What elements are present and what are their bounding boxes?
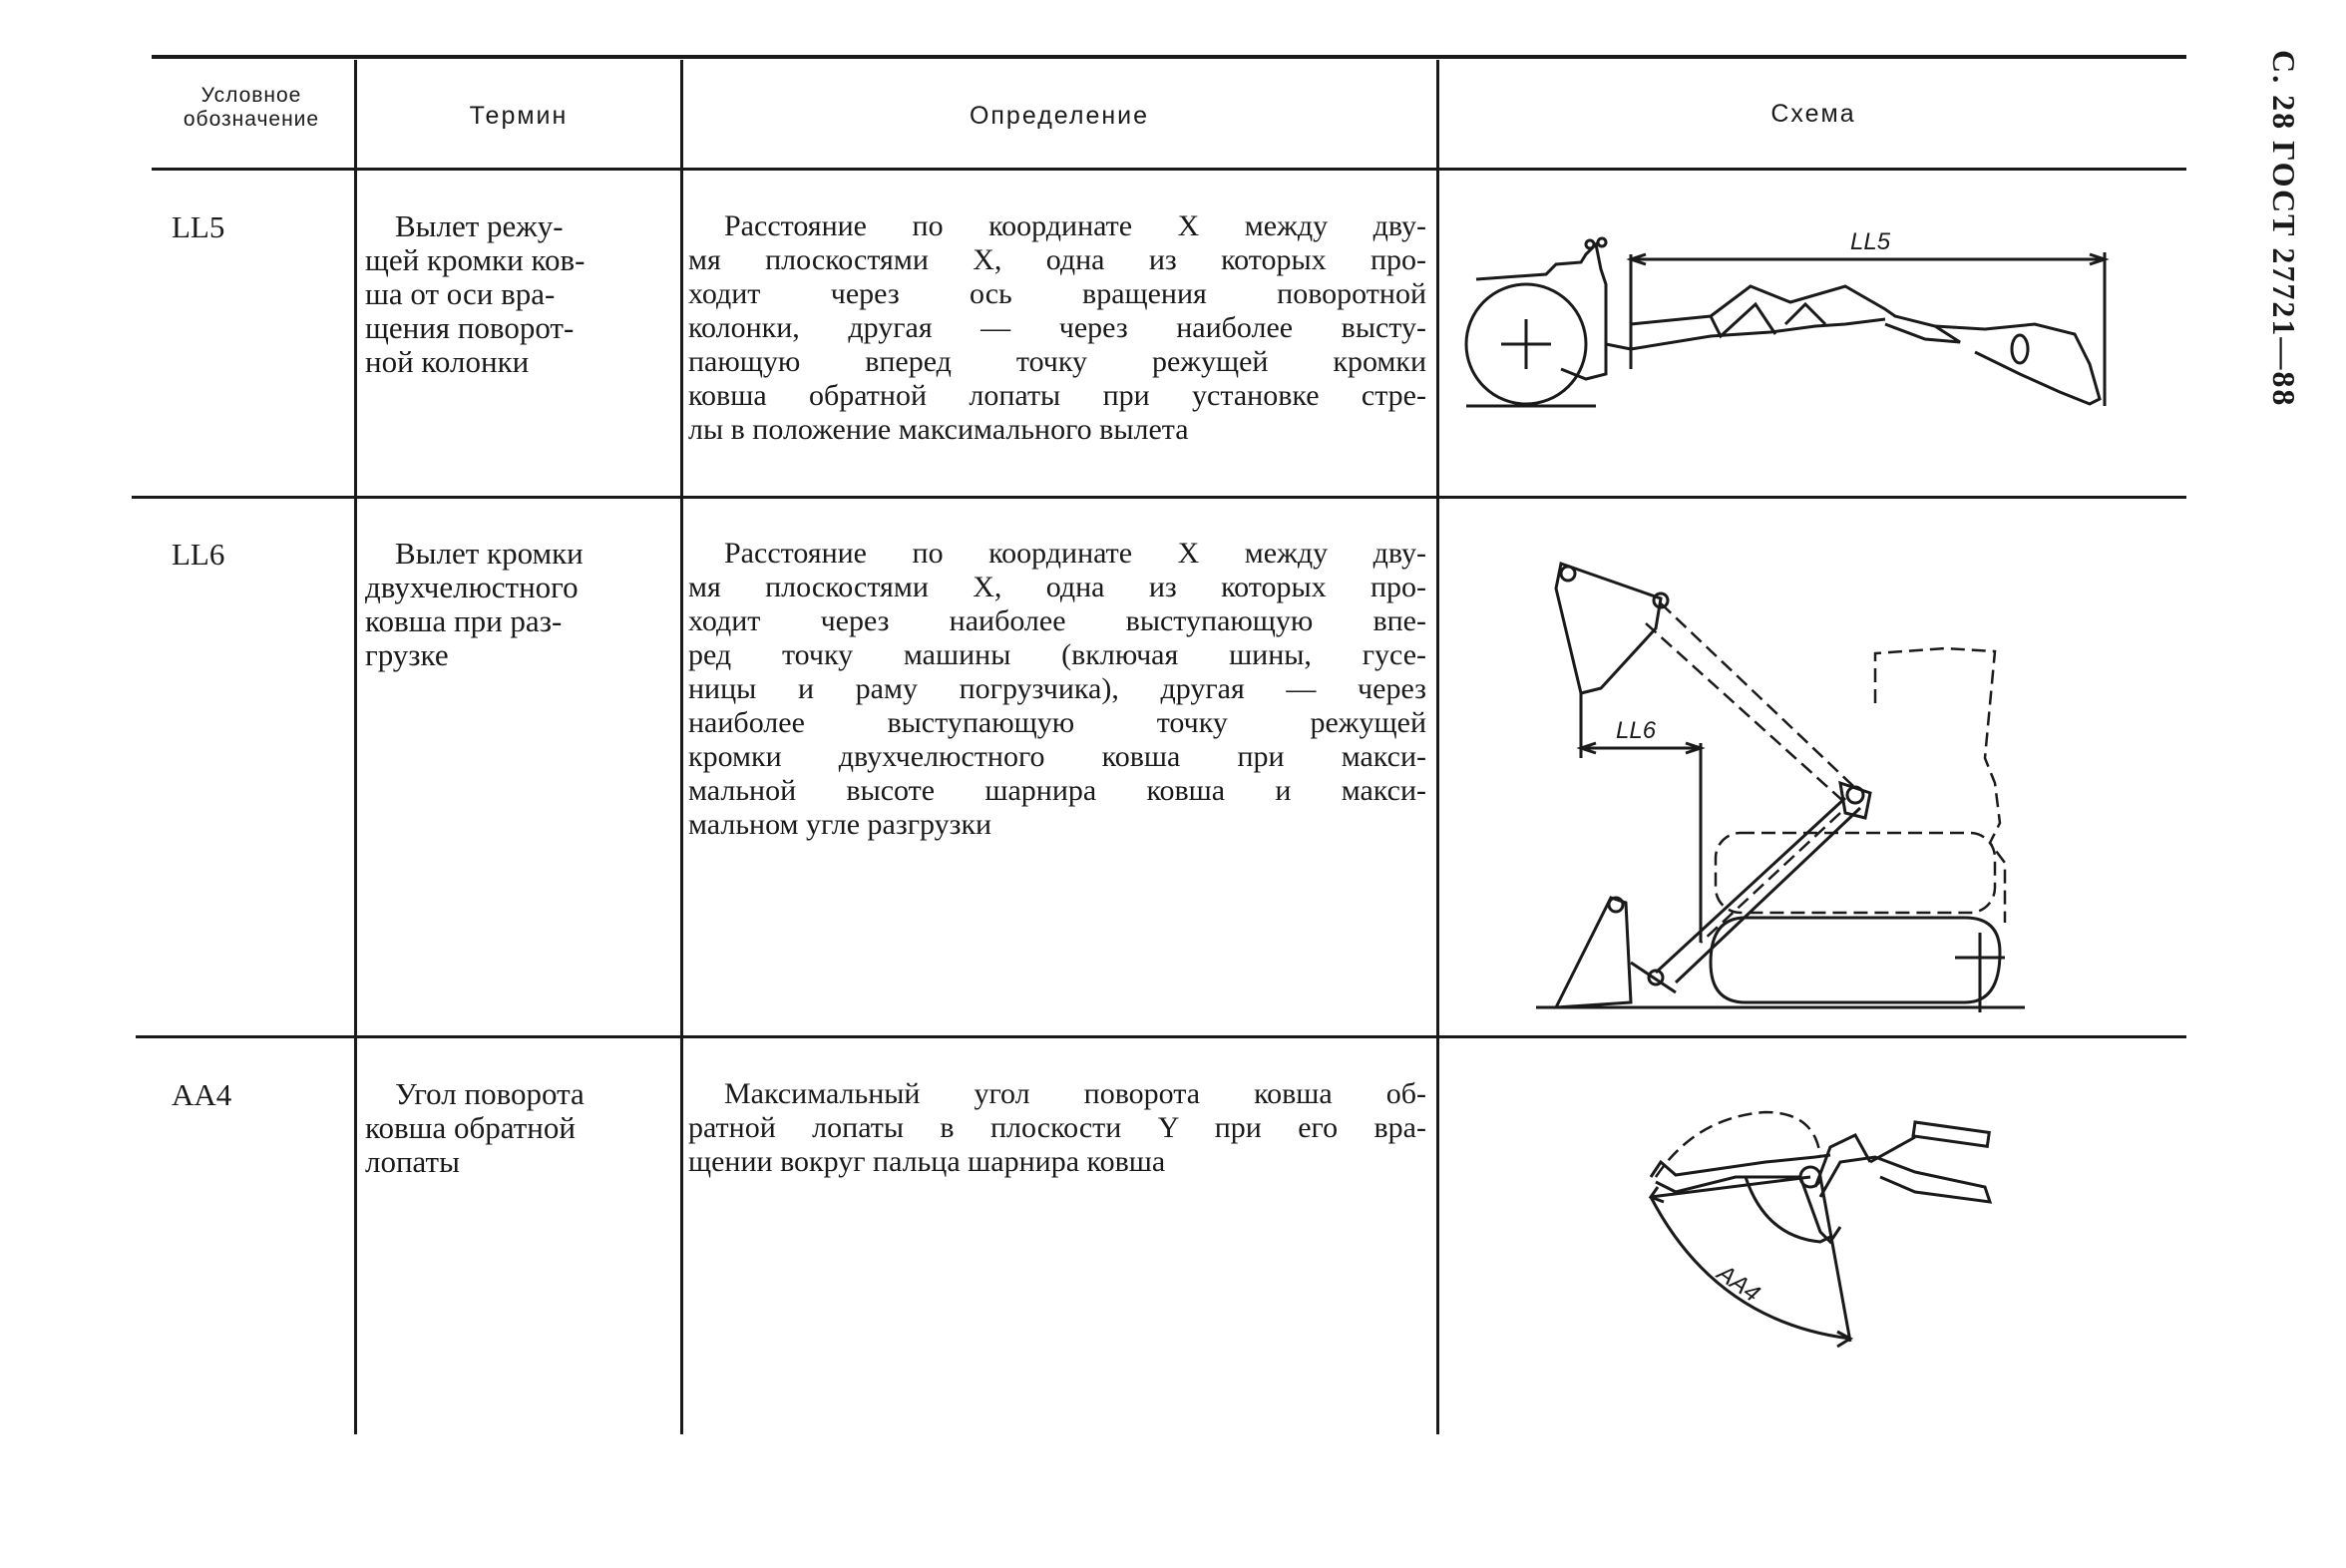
row-3-code: AA4 — [172, 1077, 232, 1112]
row-divider-2 — [136, 1035, 2186, 1038]
scheme-aa4-label: AA4 — [1712, 1259, 1765, 1308]
header-bottom-rule — [152, 168, 2186, 171]
scheme-ll5-backhoe — [1466, 224, 2164, 424]
scheme-ll6-loader — [1516, 544, 2035, 1012]
table-top-rule — [152, 55, 2186, 59]
header-scheme: Схема — [1770, 100, 1856, 128]
row-1-code: LL5 — [172, 209, 225, 244]
row-2-code: LL6 — [172, 537, 225, 572]
header-term: Термин — [469, 102, 569, 130]
row-1-definition: Расстояние по координате X между дву- мя плоскостями X, одна из которых про- ходит через ось вращения поворотной колонки, другая — через наиболее высту- пающую вперед точку режущей кромки ковша обратной лопаты при установке стре- лы в положение максимального вылета — [688, 209, 1426, 446]
header-definition: Определение — [969, 102, 1150, 130]
scheme-ll6-label: LL6 — [1616, 717, 1657, 744]
column-divider-3 — [1436, 60, 1439, 1434]
row-divider-1 — [132, 496, 2186, 499]
header-code: Условное обозначение — [183, 84, 320, 131]
row-2-definition: Расстояние по координате X между дву- мя плоскостями X, одна из которых про- ходит через наиболее выступающую впе- ред точку машины (включая шины, гусе- ницы и раму погрузчика), другая — через наиболее выступающую точку режущей кромки двухчелюстного ковша при макси- мальной высоте шарнира ковша и макси- мальном угле разгрузки — [688, 537, 1426, 841]
column-divider-1 — [354, 60, 357, 1434]
page-side-label: С. 28 ГОСТ 27721—88 — [2266, 50, 2302, 408]
row-3-definition: Максимальный угол поворота ковша об- ратной лопаты в плоскости Y при его вра- щении вокруг пальца шарнира ковша — [688, 1077, 1426, 1178]
scheme-ll5-label: LL5 — [1850, 228, 1891, 255]
row-2-term: Вылет кромки двухчелюстного ковша при раз- грузке — [365, 536, 584, 672]
row-1-term: Вылет режу- щей кромки ков- ша от оси вра- щения поворот- ной колонки — [365, 208, 586, 379]
scheme-aa4-bucket-angle — [1616, 1067, 2015, 1367]
column-divider-2 — [680, 60, 683, 1434]
row-3-term: Угол поворота ковша обратной лопаты — [365, 1076, 585, 1179]
